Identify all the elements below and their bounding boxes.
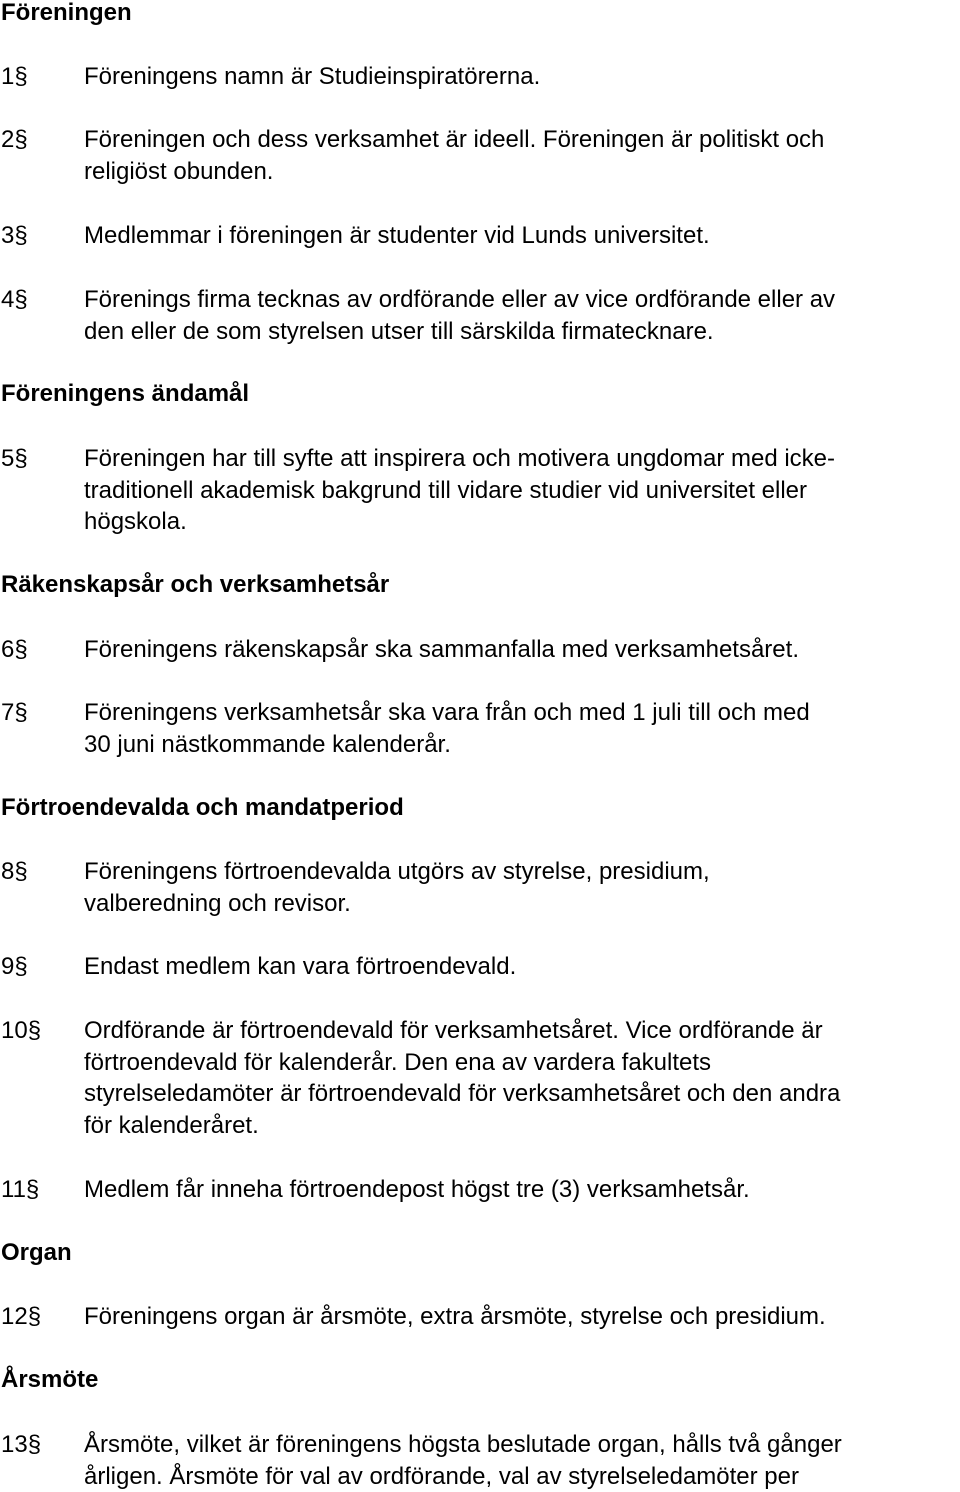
text-line: Föreningens räkenskapsår ska sammanfalla med verksamhetsåret. bbox=[84, 636, 799, 663]
paragraph-number: 11§ bbox=[1, 1176, 40, 1203]
text-line: för kalenderåret. bbox=[84, 1112, 259, 1140]
paragraph-number: 9§ bbox=[1, 953, 28, 980]
paragraph-10 bbox=[0, 1015, 960, 1142]
paragraph-text bbox=[84, 634, 960, 666]
text-line: Ordförande är förtroendevald för verksamhetsåret. Vice ordförande är bbox=[84, 1017, 823, 1044]
paragraph-number: 3§ bbox=[1, 222, 28, 249]
paragraph-text bbox=[84, 951, 960, 983]
paragraph-text bbox=[84, 124, 960, 187]
section-heading: Organ bbox=[1, 1239, 72, 1266]
paragraph-text bbox=[84, 1174, 960, 1206]
paragraph-number: 2§ bbox=[1, 126, 28, 153]
text-line: traditionell akademisk bakgrund till vidare studier vid universitet eller bbox=[84, 476, 808, 504]
paragraph-5 bbox=[0, 443, 960, 538]
section-heading: Årsmöte bbox=[1, 1366, 99, 1393]
paragraph-11 bbox=[0, 1174, 960, 1206]
paragraph-4 bbox=[0, 284, 960, 347]
text-line: årligen. Årsmöte för val av ordförande, val av styrelseledamöter per bbox=[84, 1462, 799, 1490]
text-line: förtroendevald för kalenderår. Den ena av vardera fakultets bbox=[84, 1048, 712, 1076]
paragraph-1 bbox=[0, 61, 960, 93]
paragraph-number: 12§ bbox=[1, 1303, 42, 1330]
paragraph-text bbox=[84, 697, 960, 760]
section-heading: Föreningens ändamål bbox=[1, 380, 250, 407]
paragraph-text bbox=[84, 61, 960, 93]
text-line: Årsmöte, vilket är föreningens högsta beslutade organ, hålls två gånger bbox=[84, 1431, 842, 1458]
text-line: Föreningen och dess verksamhet är ideell. Föreningen är politiskt och bbox=[84, 126, 825, 153]
paragraph-text bbox=[84, 1429, 960, 1492]
text-line: Förenings firma tecknas av ordförande eller av vice ordförande eller av bbox=[84, 286, 836, 313]
text-line: Medlem får inneha förtroendepost högst tre (3) verksamhetsår. bbox=[84, 1176, 750, 1203]
paragraph-number: 1§ bbox=[1, 63, 28, 90]
text-line: den eller de som styrelsen utser till särskilda firmatecknare. bbox=[84, 317, 714, 345]
text-line: högskola. bbox=[84, 508, 187, 536]
text-line: Endast medlem kan vara förtroendevald. bbox=[84, 953, 517, 980]
section-heading: Räkenskapsår och verksamhetsår bbox=[1, 571, 390, 598]
paragraph-number: 13§ bbox=[1, 1431, 42, 1458]
text-line: Föreningens verksamhetsår ska vara från och med 1 juli till och med bbox=[84, 699, 810, 726]
paragraph-7 bbox=[0, 697, 960, 760]
text-line: 30 juni nästkommande kalenderår. bbox=[84, 730, 451, 758]
paragraph-12 bbox=[0, 1301, 960, 1333]
paragraph-number: 8§ bbox=[1, 858, 28, 885]
paragraph-2 bbox=[0, 124, 960, 187]
paragraph-number: 6§ bbox=[1, 636, 28, 663]
paragraph-number: 7§ bbox=[1, 699, 28, 726]
paragraph-number: 5§ bbox=[1, 445, 28, 472]
paragraph-number: 10§ bbox=[1, 1017, 42, 1044]
paragraph-text bbox=[84, 284, 960, 347]
paragraph-text bbox=[84, 1301, 960, 1333]
text-line: Föreningens förtroendevalda utgörs av styrelse, presidium, bbox=[84, 858, 710, 885]
text-line: valberedning och revisor. bbox=[84, 889, 351, 917]
paragraph-9 bbox=[0, 951, 960, 983]
paragraph-text bbox=[84, 220, 960, 252]
text-line: Föreningen har till syfte att inspirera och motivera ungdomar med icke- bbox=[84, 445, 836, 472]
section-heading: Förtroendevalda och mandatperiod bbox=[1, 794, 404, 821]
text-line: Medlemmar i föreningen är studenter vid Lunds universitet. bbox=[84, 222, 710, 249]
text-line: religiöst obunden. bbox=[84, 157, 274, 185]
paragraph-6 bbox=[0, 634, 960, 666]
text-line: styrelseledamöter är förtroendevald för verksamhetsåret och den andra bbox=[84, 1080, 841, 1108]
text-line: Föreningens namn är Studieinspiratörerna. bbox=[84, 63, 541, 90]
text-line: Föreningens organ är årsmöte, extra årsmöte, styrelse och presidium. bbox=[84, 1303, 826, 1330]
paragraph-text bbox=[84, 443, 960, 538]
paragraph-number: 4§ bbox=[1, 286, 28, 313]
paragraph-3 bbox=[0, 220, 960, 252]
paragraph-8 bbox=[0, 856, 960, 919]
section-heading: Föreningen bbox=[1, 0, 132, 26]
paragraph-text bbox=[84, 1015, 960, 1142]
paragraph-13 bbox=[0, 1429, 960, 1492]
paragraph-text bbox=[84, 856, 960, 919]
